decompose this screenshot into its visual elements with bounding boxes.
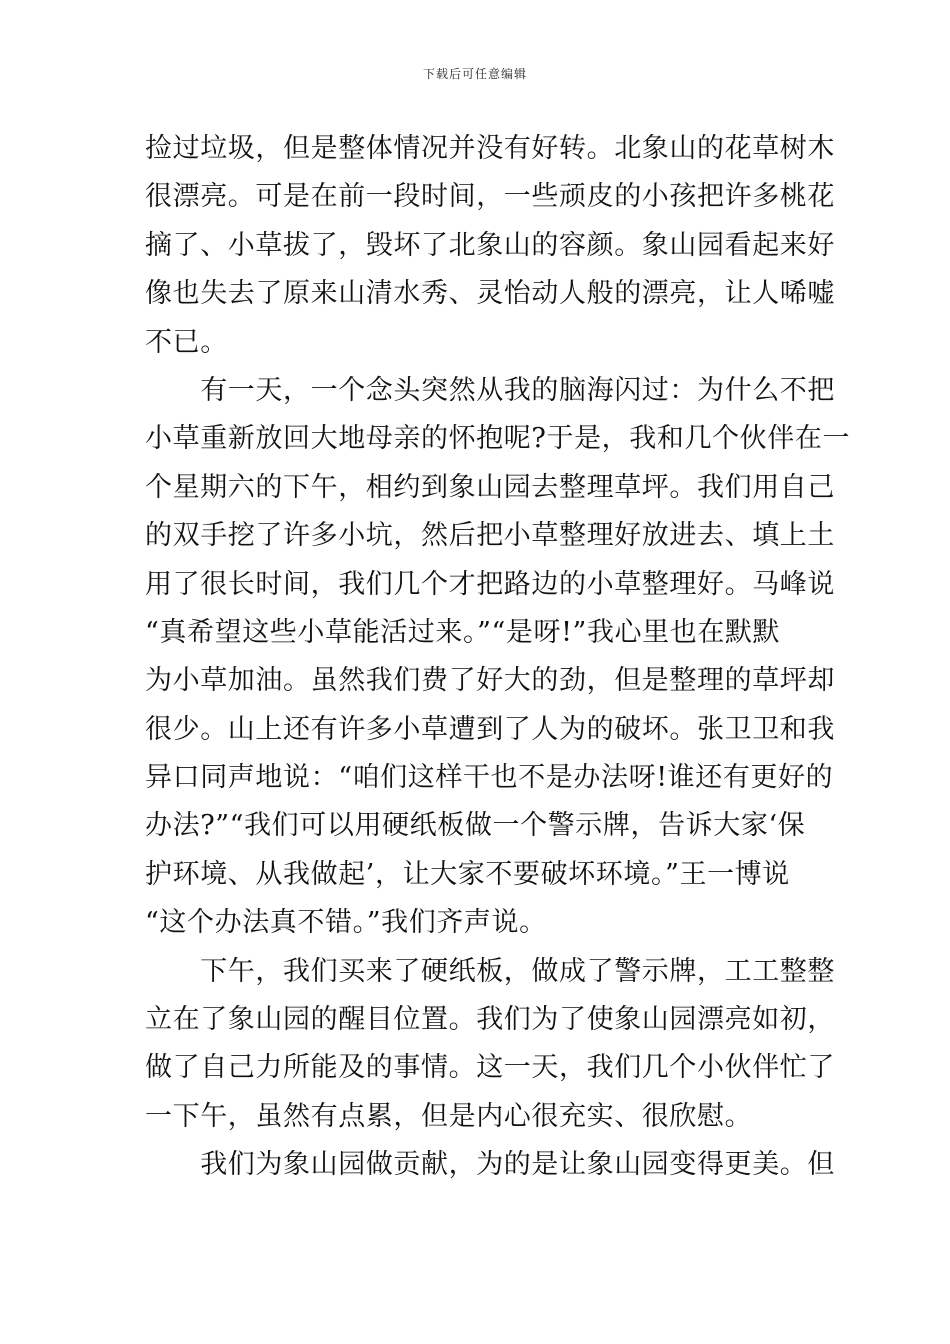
text-line: 摘了、小草拔了，毁坏了北象山的容颜。象山园看起来好 (145, 229, 835, 261)
text-line: 小草重新放回大地母亲的怀抱呢?于是，我和几个伙伴在一 (145, 423, 851, 455)
text-line: 像也失去了原来山清水秀、灵怡动人般的漂亮，让人唏嘘 (145, 278, 835, 310)
text-line: 不已。 (145, 326, 228, 358)
article-body (145, 125, 851, 1190)
text-line: 很漂亮。可是在前一段时间，一些顽皮的小孩把许多桃花 (145, 181, 835, 213)
text-line: 的双手挖了许多小坑，然后把小草整理好放进去、填上土 (145, 520, 835, 552)
text-line: 用了很长时间，我们几个才把路边的小草整理好。马峰说 (145, 568, 835, 600)
page-header-note: 下载后可任意编辑 (422, 67, 527, 81)
text-line: 捡过垃圾，但是整体情况并没有好转。北象山的花草树木 (145, 133, 835, 164)
text-line: 办法?”“我们可以用硬纸板做一个警示牌，告诉大家‘保 (145, 810, 806, 842)
text-line: 一下午，虽然有点累，但是内心很充实、很欣慰。 (145, 1100, 753, 1132)
text-line: 为小草加油。虽然我们费了好大的劲，但是整理的草坪却 (145, 665, 835, 697)
text-line: 做了自己力所能及的事情。这一天，我们几个小伙伴忙了 (145, 1052, 835, 1084)
text-line: “真希望这些小草能活过来。”“是呀!”我心里也在默默 (145, 616, 781, 648)
text-line: 我们为象山园做贡献，为的是让象山园变得更美。但 (145, 1149, 835, 1181)
text-line: 立在了象山园的醒目位置。我们为了使象山园漂亮如初， (145, 1004, 835, 1036)
text-line: 个星期六的下午，相约到象山园去整理草坪。我们用自己 (145, 471, 835, 503)
text-line: “这个办法真不错。”我们齐声说。 (145, 907, 547, 939)
text-line: 异口同声地说：“咱们这样干也不是办法呀!谁还有更好的 (145, 762, 834, 794)
text-line: 下午，我们买来了硬纸板，做成了警示牌，工工整整 (145, 955, 835, 987)
text-line: 很少。山上还有许多小草遭到了人为的破坏。张卫卫和我 (145, 713, 835, 745)
text-line: 有一天，一个念头突然从我的脑海闪过：为什么不把 (145, 374, 835, 406)
text-line: 护环境、从我做起’，让大家不要破坏环境。”王一博说 (145, 858, 790, 890)
